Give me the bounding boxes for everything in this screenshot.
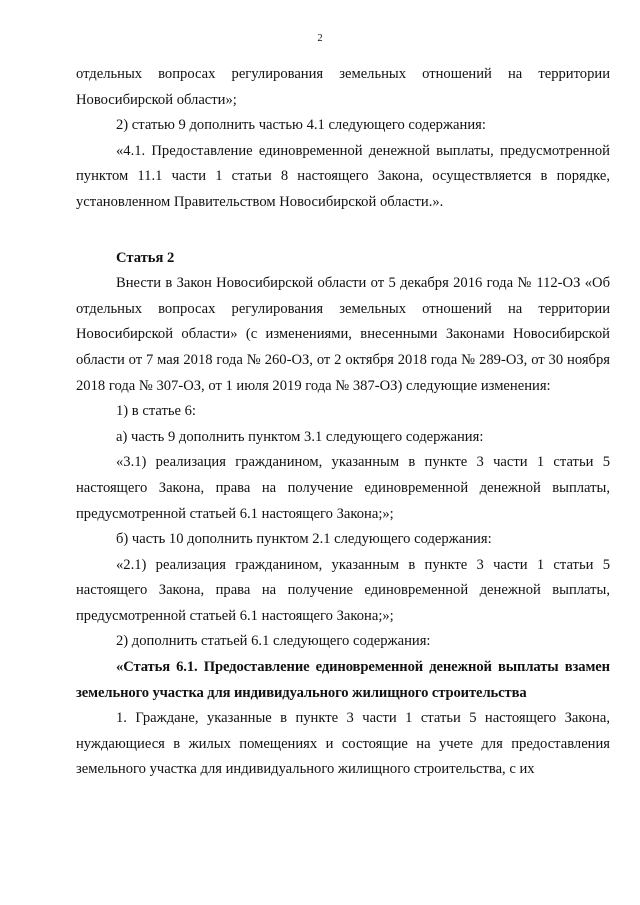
paragraph-continuation: отдельных вопросах регулирования земельных отношений на территории Новосибирской области»; [76, 66, 610, 108]
paragraph-item-2: 2) дополнить статьей 6.1 следующего содержания: [116, 633, 431, 650]
paragraph-point-2-1: «2.1) реализация гражданином, указанным в пункте 3 части 1 статьи 5 настоящего Закона, права на получение единовременной денежной выплаты, предусмотренной статьей 6.1 настоящего Закона;»; [76, 556, 610, 624]
document-body [76, 62, 610, 783]
paragraph-article-2-intro: Внести в Закон Новосибирской области от 5 декабря 2016 года № 112-ОЗ «Об отдельных вопросах регулирования земельных отношений на территории Новосибирской области» (с изменениями, внесенными Законами Новосибирской области от 7 мая 2018 года № 260-ОЗ, от 2 октября 2018 года № 289-ОЗ, от 30 ноября 2018 года № 307-ОЗ, от 1 июля 2019 года № 387-ОЗ) следующие изменения: [76, 275, 610, 394]
section-spacer [76, 216, 610, 246]
paragraph-item-b: б) часть 10 дополнить пунктом 2.1 следующего содержания: [116, 531, 492, 548]
article-6-1-heading: «Статья 6.1. Предоставление единовременной денежной выплаты взамен земельного участка для индивидуального жилищного строительства [76, 659, 610, 701]
article-2-heading: Статья 2 [116, 249, 175, 266]
paragraph-item-a: а) часть 9 дополнить пунктом 3.1 следующего содержания: [116, 428, 484, 445]
paragraph-point-3-1: «3.1) реализация гражданином, указанным в пункте 3 части 1 статьи 5 настоящего Закона, права на получение единовременной денежной выплаты, предусмотренной статьей 6.1 настоящего Закона;»; [76, 454, 610, 522]
paragraph-part-4-1: «4.1. Предоставление единовременной денежной выплаты, предусмотренной пунктом 11.1 части 1 статьи 8 настоящего Закона, осуществляется в порядке, установленном Правительством Новосибирской области.». [76, 142, 610, 210]
paragraph-item-1: 1) в статье 6: [116, 403, 196, 420]
paragraph-article-6-1-part-1: 1. Граждане, указанные в пункте 3 части 1 статьи 5 настоящего Закона, нуждающиеся в жилых помещениях и состоящие на учете для предоставления земельного участка для индивидуального жилищного строительства, с их [76, 710, 610, 778]
page-number: 2 [317, 33, 323, 44]
paragraph-amendment-item-2: 2) статью 9 дополнить частью 4.1 следующего содержания: [116, 117, 486, 134]
